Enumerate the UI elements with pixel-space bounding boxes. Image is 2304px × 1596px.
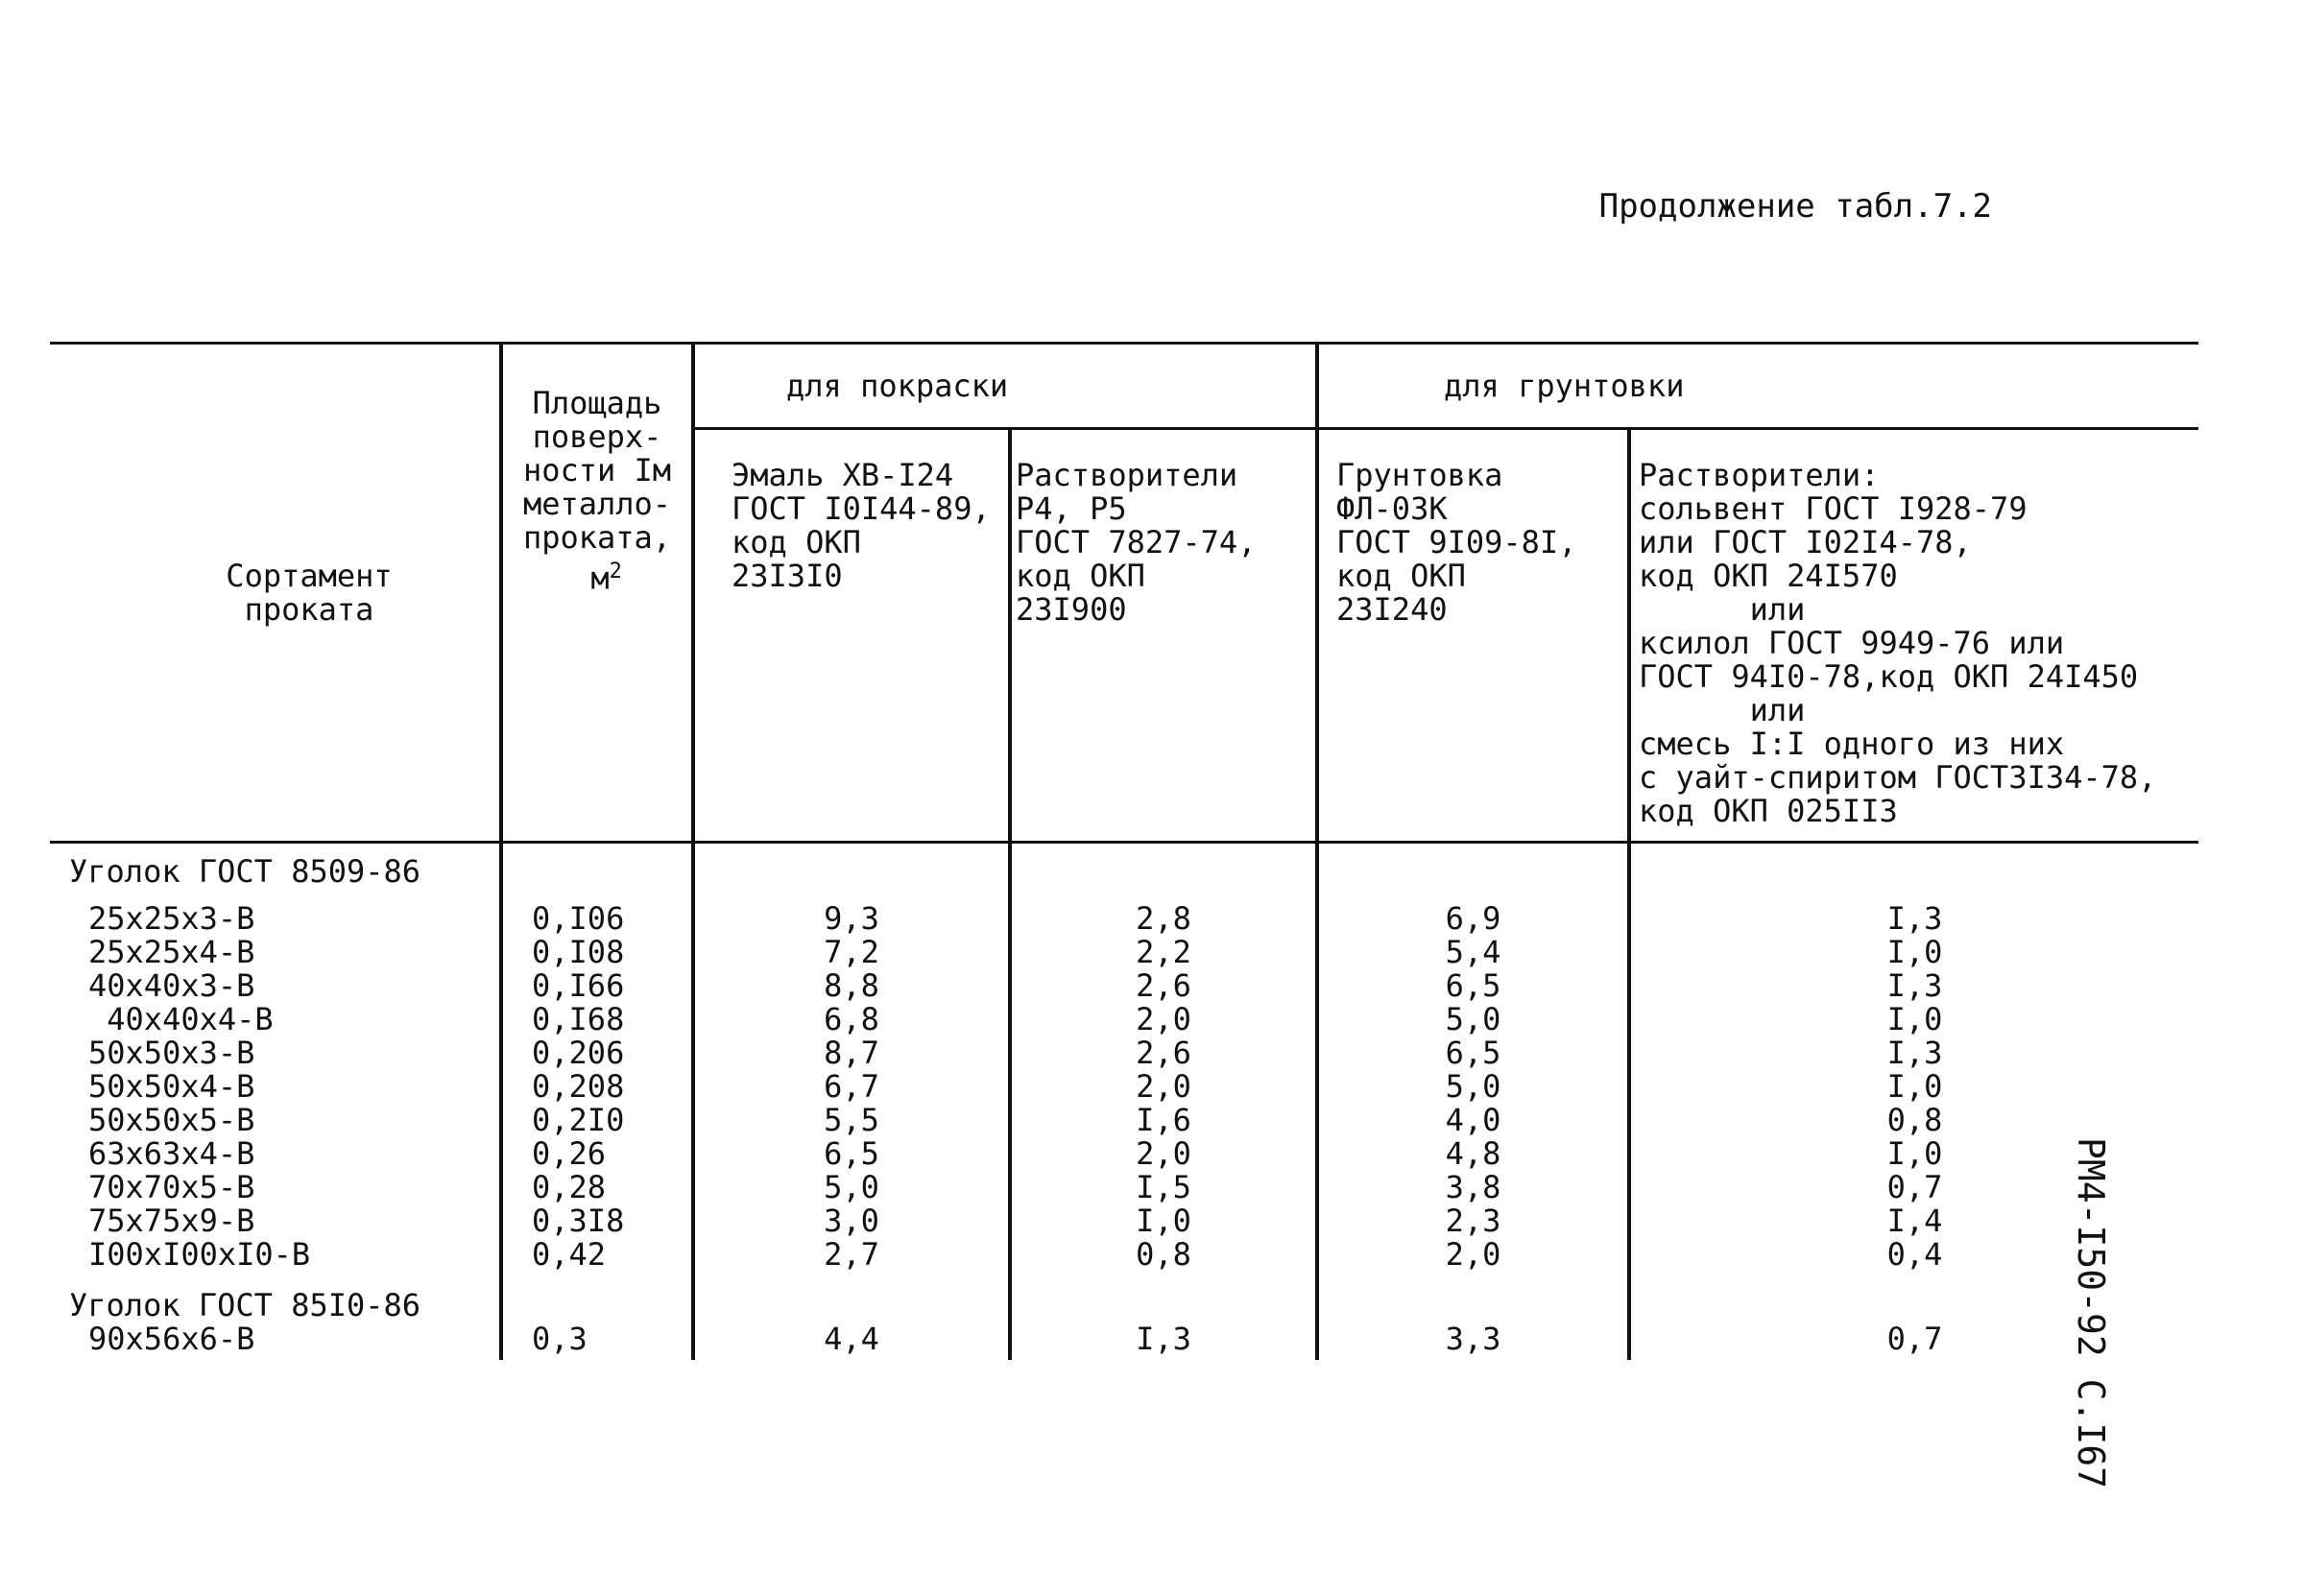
table-row	[50, 1036, 2198, 1070]
primer-cell: 2,0	[1317, 1238, 1629, 1272]
header-paint-solvents: Растворители Р4, Р5 ГОСТ 7827-74, код ОКП 23I900	[1010, 429, 1317, 843]
header-enamel: Эмаль ХВ-I24 ГОСТ I0I44-89, код ОКП 23I3I0	[693, 429, 1010, 843]
profile-size-cell: 25х25х3-В	[88, 900, 255, 937]
surface-area-cell: 0,206	[501, 1036, 693, 1070]
enamel-cell: 9,3	[693, 889, 1010, 936]
primer-cell: 6,9	[1317, 889, 1629, 936]
primer-solvents-cell: I,0	[1629, 1003, 2198, 1036]
primer-cell: 3,8	[1317, 1171, 1629, 1204]
primer-solvents-cell: 0,8	[1629, 1104, 2198, 1137]
group-title: Уголок ГОСТ 85I0-86	[69, 1287, 421, 1323]
primer-cell: 6,5	[1317, 969, 1629, 1003]
paint-solvents-cell: 0,8	[1010, 1238, 1317, 1272]
enamel-cell: 2,7	[693, 1238, 1010, 1272]
group-title-row	[50, 1272, 2198, 1322]
empty-cell	[1629, 1272, 2198, 1322]
empty-cell	[1317, 1272, 1629, 1322]
empty-cell	[693, 843, 1010, 890]
enamel-cell: 6,7	[693, 1070, 1010, 1104]
primer-cell: 5,0	[1317, 1070, 1629, 1104]
primer-solvents-cell: 0,7	[1629, 1171, 2198, 1204]
header-surface-area	[501, 344, 693, 843]
paint-solvents-cell: I,0	[1010, 1204, 1317, 1238]
surface-area-cell: 0,208	[501, 1070, 693, 1104]
surface-area-cell: 0,I66	[501, 969, 693, 1003]
primer-cell: 2,3	[1317, 1204, 1629, 1238]
paint-solvents-cell: 2,6	[1010, 969, 1317, 1003]
table-continuation-caption: Продолжение табл.7.2	[1598, 187, 1992, 226]
enamel-cell: 5,0	[693, 1171, 1010, 1204]
table-body	[50, 843, 2198, 1361]
profile-size-cell: 50х50х4-В	[88, 1068, 255, 1105]
empty-cell	[1010, 1272, 1317, 1322]
primer-solvents-cell: 0,7	[1629, 1322, 2198, 1360]
primer-solvents-cell: I,3	[1629, 889, 2198, 936]
group-title-row	[50, 843, 2198, 890]
table-header	[50, 344, 2198, 843]
enamel-cell: 8,7	[693, 1036, 1010, 1070]
primer-solvents-cell: I,0	[1629, 1070, 2198, 1104]
surface-area-cell: 0,2I0	[501, 1104, 693, 1137]
surface-area-cell: 0,I68	[501, 1003, 693, 1036]
surface-area-cell: 0,3	[501, 1322, 693, 1360]
header-sortament: Сортамент проката	[50, 344, 501, 843]
table-row	[50, 1238, 2198, 1272]
table-row	[50, 1070, 2198, 1104]
surface-area-cell: 0,26	[501, 1137, 693, 1171]
header-surface-area-text: Площадь поверх- ности Iм металло- проката, м	[522, 385, 672, 597]
empty-cell	[501, 1272, 693, 1322]
surface-area-cell: 0,28	[501, 1171, 693, 1204]
paint-solvents-cell: 2,6	[1010, 1036, 1317, 1070]
enamel-cell: 7,2	[693, 936, 1010, 969]
empty-cell	[1010, 843, 1317, 890]
primer-cell: 5,4	[1317, 936, 1629, 969]
enamel-cell: 5,5	[693, 1104, 1010, 1137]
paint-solvents-cell: 2,0	[1010, 1003, 1317, 1036]
header-area-superscript: 2	[609, 560, 622, 584]
profile-size-cell: 50х50х5-В	[88, 1102, 255, 1138]
table-row	[50, 1171, 2198, 1204]
primer-cell: 3,3	[1317, 1322, 1629, 1360]
table-row	[50, 1322, 2198, 1360]
table-row	[50, 936, 2198, 969]
paint-solvents-cell: 2,0	[1010, 1137, 1317, 1171]
primer-solvents-cell: I,0	[1629, 1137, 2198, 1171]
paint-solvents-cell: I,5	[1010, 1171, 1317, 1204]
primer-cell: 4,0	[1317, 1104, 1629, 1137]
enamel-cell: 4,4	[693, 1322, 1010, 1360]
profile-size-cell: 25х25х4-В	[88, 934, 255, 970]
primer-solvents-cell: 0,4	[1629, 1238, 2198, 1272]
primer-cell: 6,5	[1317, 1036, 1629, 1070]
primer-solvents-cell: I,3	[1629, 1036, 2198, 1070]
header-primer: Грунтовка ФЛ-03К ГОСТ 9I09-8I, код ОКП 23I240	[1317, 429, 1629, 843]
empty-cell	[501, 843, 693, 890]
table-row	[50, 1204, 2198, 1238]
enamel-cell: 6,8	[693, 1003, 1010, 1036]
surface-area-cell: 0,3I8	[501, 1204, 693, 1238]
group-title: Уголок ГОСТ 8509-86	[69, 853, 421, 890]
profile-size-cell: 90х56х6-В	[88, 1321, 255, 1357]
table-row	[50, 1003, 2198, 1036]
profile-size-cell: 75х75х9-В	[88, 1203, 255, 1239]
enamel-cell: 3,0	[693, 1204, 1010, 1238]
header-group-priming: для грунтовки	[1317, 344, 2198, 429]
paint-solvents-cell: I,6	[1010, 1104, 1317, 1137]
header-primer-solvents: Растворители: сольвент ГОСТ I928-79 или ГОСТ I02I4-78, код ОКП 24I570 или ксилол ГОСТ 9949-76 или ГОСТ 94I0-78,код ОКП 24I450 или смесь I:I одного из них с уайт-спиритом ГОСТ3I34-78, код ОКП 025II3	[1629, 429, 2198, 843]
table-row	[50, 889, 2198, 936]
table-row	[50, 1137, 2198, 1171]
primer-solvents-cell: I,0	[1629, 936, 2198, 969]
enamel-cell: 6,5	[693, 1137, 1010, 1171]
materials-table-wrapper	[50, 342, 2198, 1360]
surface-area-cell: 0,42	[501, 1238, 693, 1272]
paint-solvents-cell: 2,2	[1010, 936, 1317, 969]
table-row	[50, 969, 2198, 1003]
enamel-cell: 8,8	[693, 969, 1010, 1003]
paint-solvents-cell: I,3	[1010, 1322, 1317, 1360]
header-group-painting: для покраски	[693, 344, 1317, 429]
profile-size-cell: 70х70х5-В	[88, 1169, 255, 1205]
empty-cell	[1317, 843, 1629, 890]
primer-solvents-cell: I,3	[1629, 969, 2198, 1003]
profile-size-cell: 40х40х4-В	[88, 1001, 274, 1037]
empty-cell	[1629, 843, 2198, 890]
paint-solvents-cell: 2,0	[1010, 1070, 1317, 1104]
primer-cell: 5,0	[1317, 1003, 1629, 1036]
surface-area-cell: 0,I08	[501, 936, 693, 969]
profile-size-cell: 63х63х4-В	[88, 1135, 255, 1172]
profile-size-cell: 40х40х3-В	[88, 967, 255, 1004]
surface-area-cell: 0,I06	[501, 889, 693, 936]
profile-size-cell: 50х50х3-В	[88, 1035, 255, 1071]
empty-cell	[693, 1272, 1010, 1322]
paint-solvents-cell: 2,8	[1010, 889, 1317, 936]
paint-consumption-table	[50, 342, 2198, 1360]
primer-cell: 4,8	[1317, 1137, 1629, 1171]
profile-size-cell: I00хI00хI0-В	[88, 1236, 311, 1273]
primer-solvents-cell: I,4	[1629, 1204, 2198, 1238]
table-row	[50, 1104, 2198, 1137]
document-page-code: РМ4-I50-92 С.I67	[2070, 1137, 2112, 1489]
